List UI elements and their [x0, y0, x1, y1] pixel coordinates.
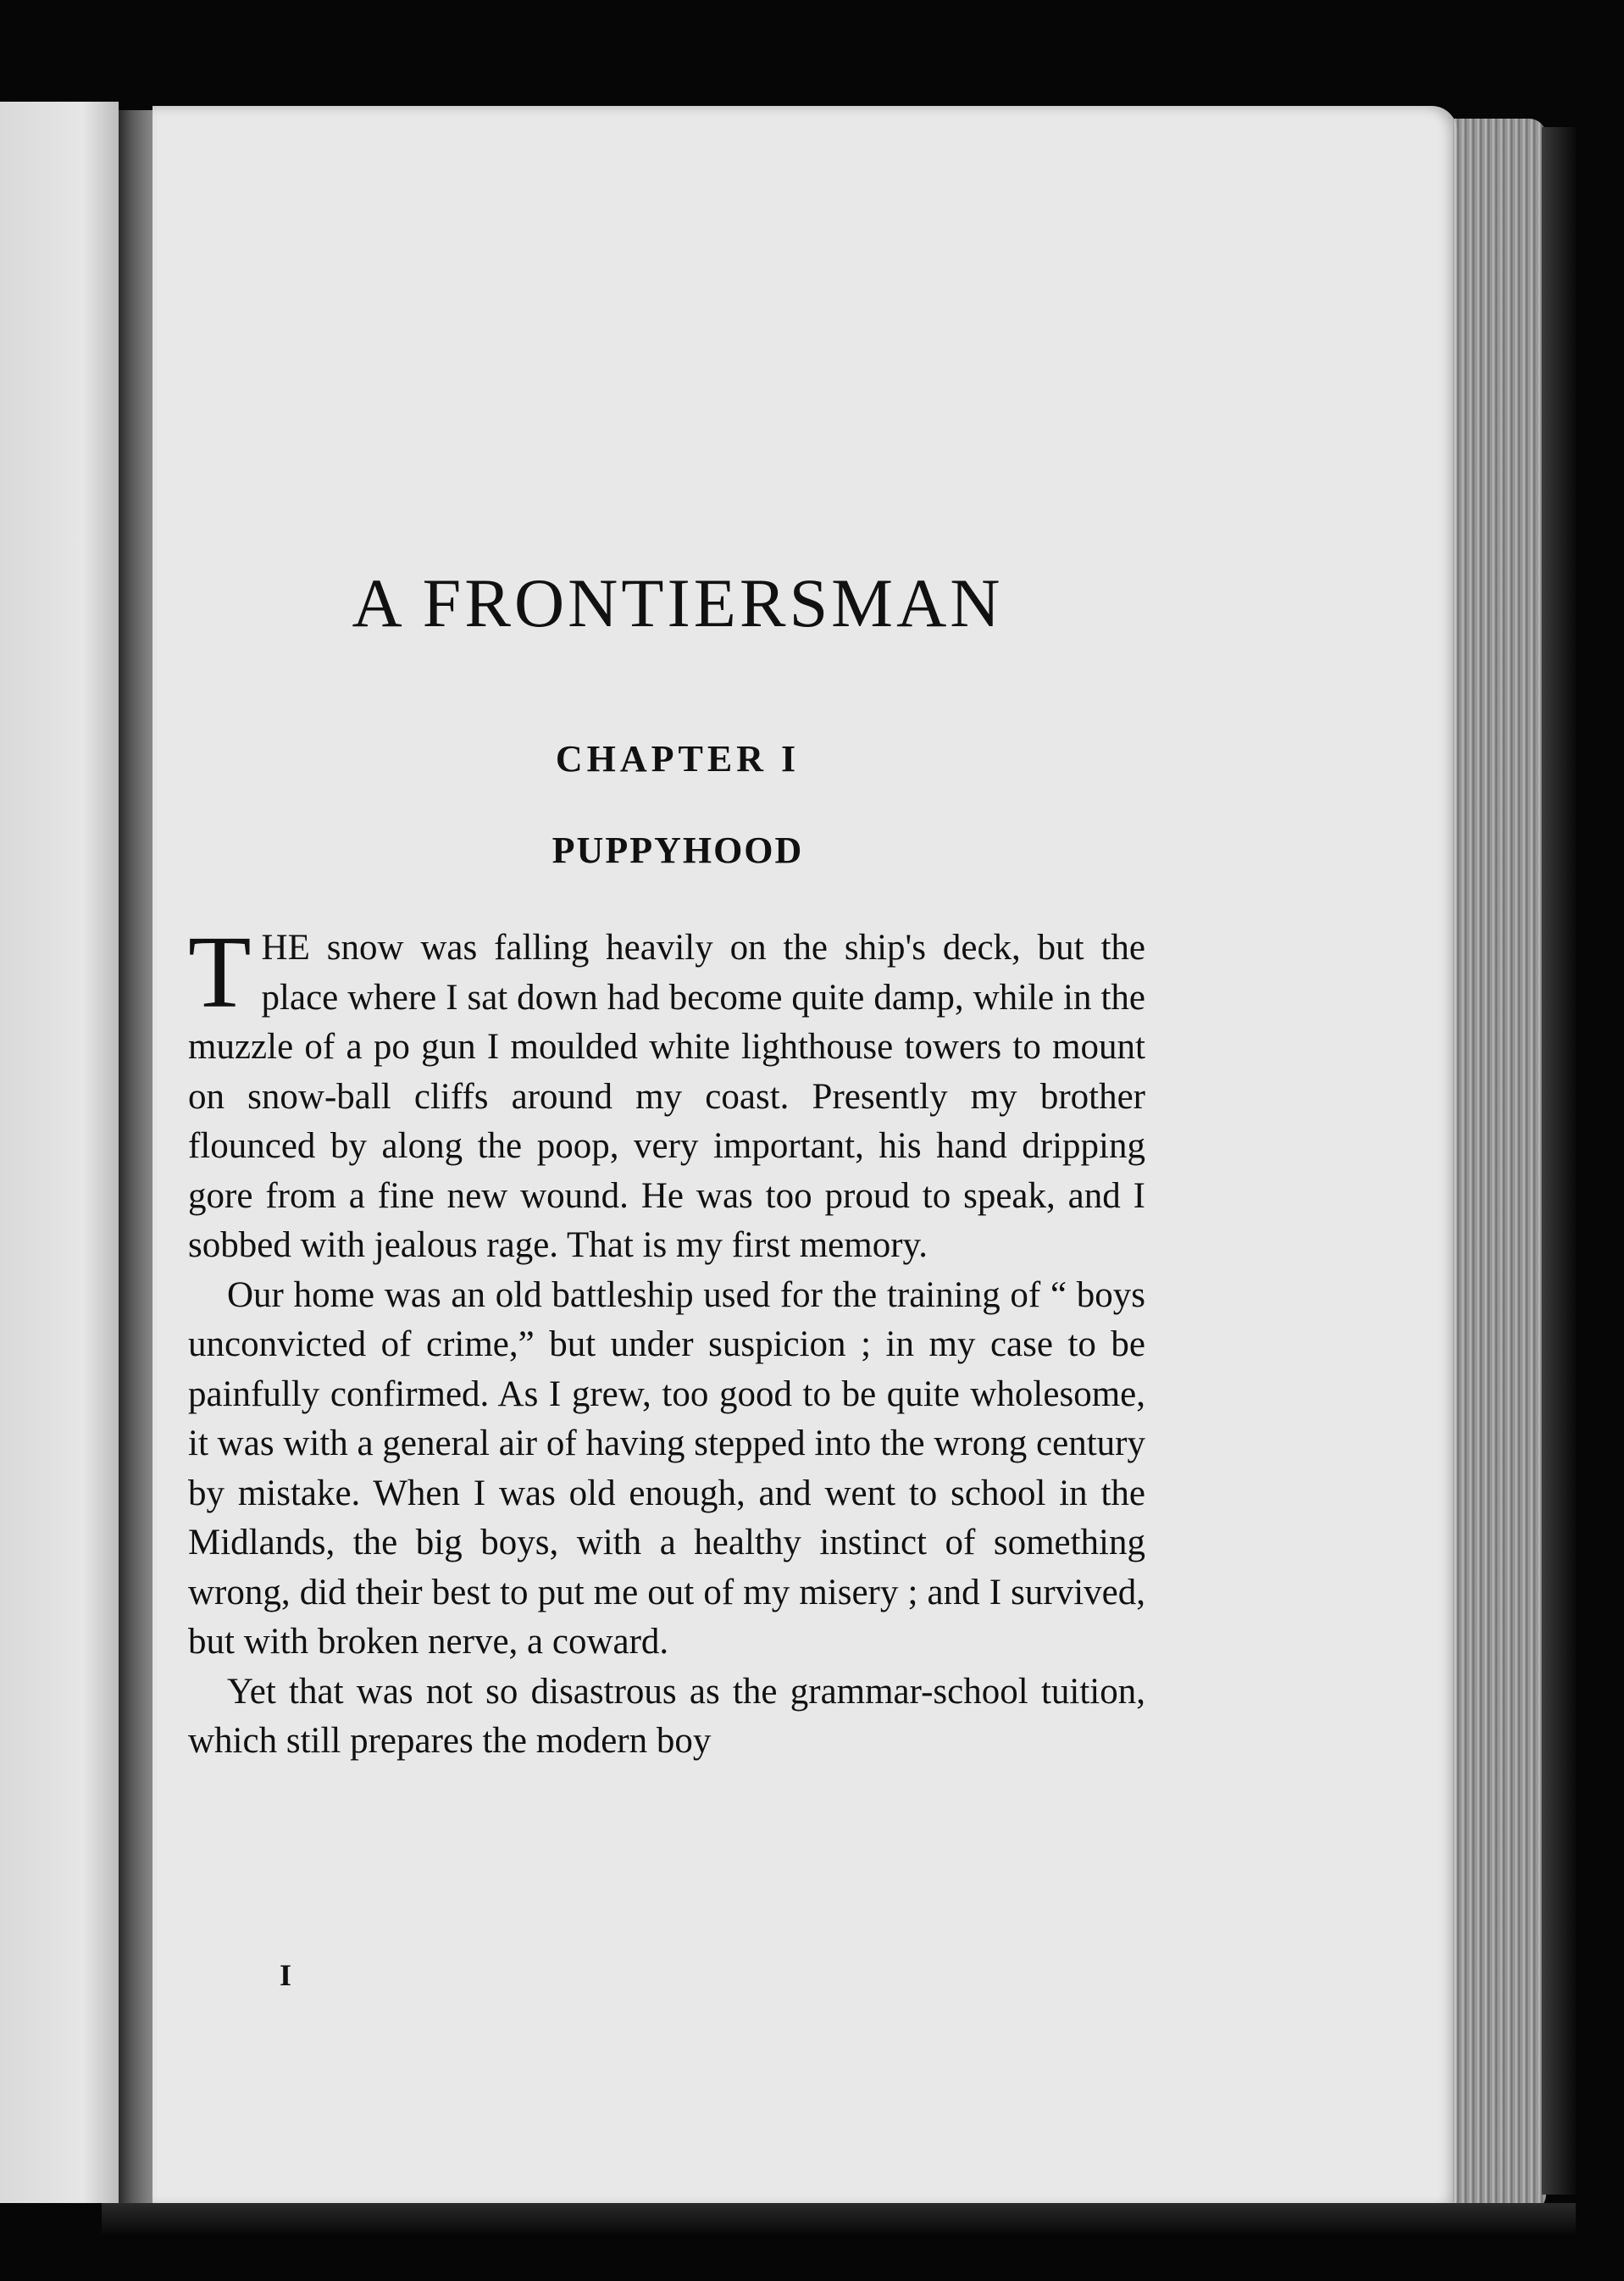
- book-gutter: [119, 110, 152, 2203]
- chapter-number: CHAPTER I: [555, 738, 801, 780]
- paragraph-3: Yet that was not so disastrous as the grammar-school tuition, which still prepares the modern boy: [188, 1671, 1145, 1761]
- cover-edge-shadow: [1542, 127, 1576, 2195]
- page-number: I: [280, 1958, 292, 1992]
- left-page-edge: [0, 102, 119, 2203]
- page-edges: [1453, 119, 1546, 2212]
- paragraph-1-text: HE snow was falling heavily on the ship's deck, but the place where I sat down had become quite damp, while in the muzzle of a po gun I moulded white lighthouse towers to mount on snow-ball cliffs around my coast. Presently my brother flounced by along the poop, very important, his hand dripping gore from a fine new wound. He was too proud to speak, and I sobbed with jealous rage. That is my first memory.: [188, 928, 1145, 1265]
- paragraph-2: Our home was an old battleship used for the training of “ boys unconvicted of crime,” but under suspicion ; in my case to be painfully confirmed. As I grew, too good to be quite wholesome, it was with a general air of having stepped into the wrong century by mistake. When I was old enough, and went to school in the Midlands, the big boys, with a healthy instinct of something wrong, did their best to put me out of my misery ; and I survived, but with broken nerve, a coward.: [188, 1274, 1145, 1662]
- chapter-title: PUPPYHOOD: [551, 830, 804, 871]
- drop-cap: T: [188, 915, 252, 1030]
- book-title: A FRONTIERSMAN: [352, 564, 1004, 641]
- bottom-shadow: [102, 2203, 1576, 2237]
- paragraph-1: [188, 915, 1145, 1271]
- body-text: [188, 915, 1145, 1767]
